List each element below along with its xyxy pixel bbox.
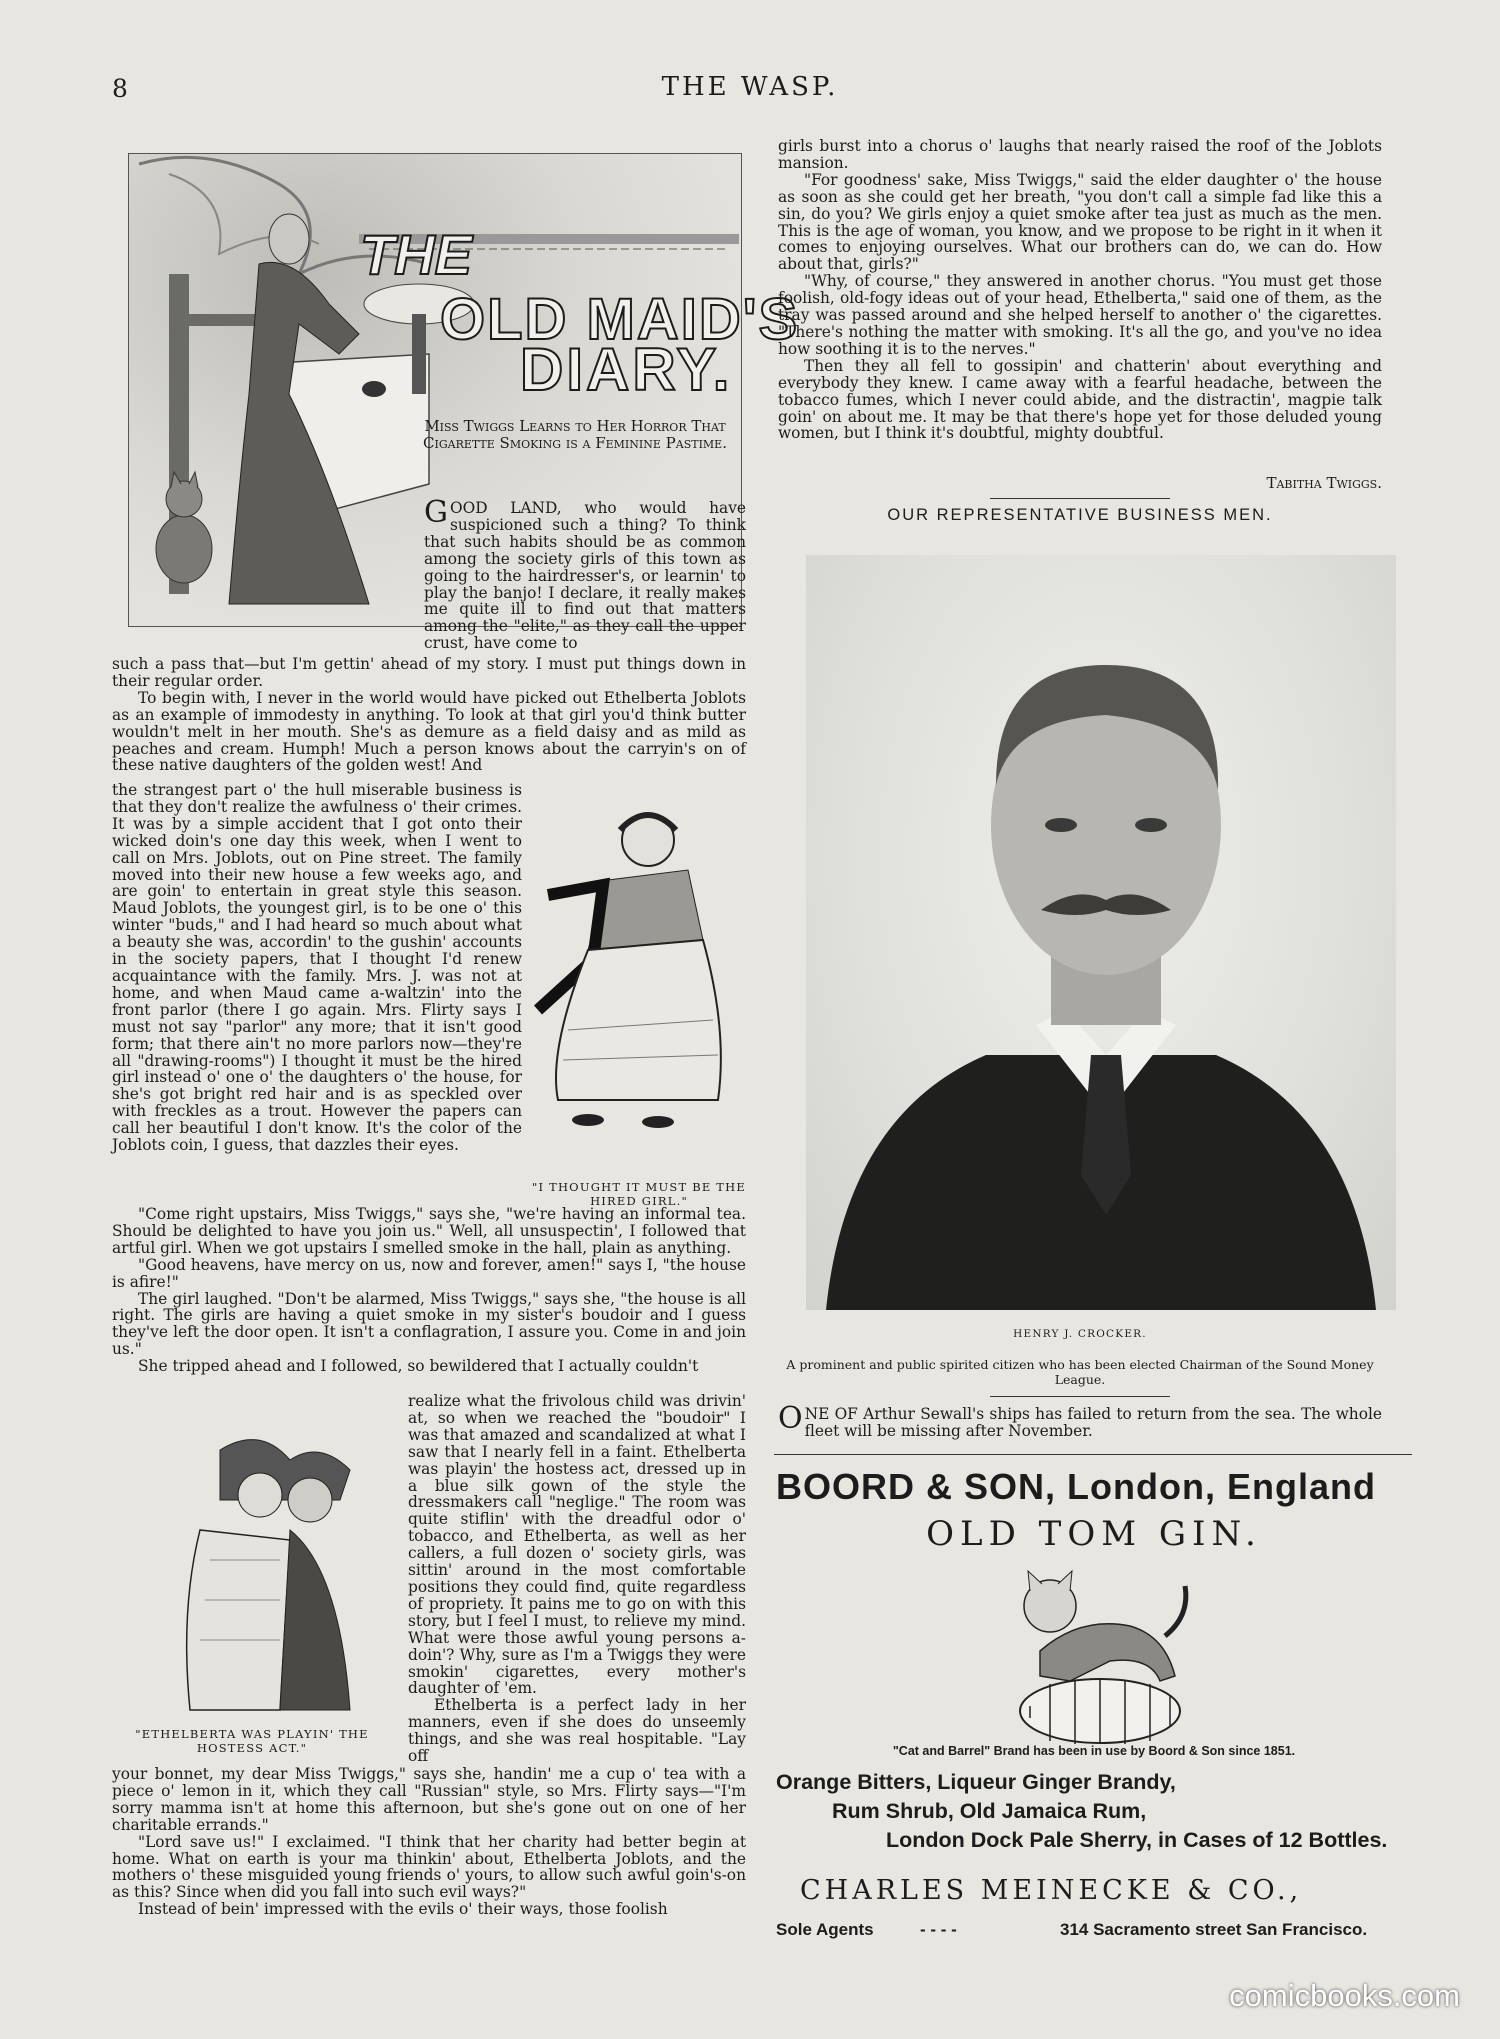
squib-text: NE OF Arthur Sewall's ships has failed to return from the sea. The whole fleet will be missing after November. bbox=[804, 1405, 1382, 1440]
ad-line-2: Rum Shrub, Old Jamaica Rum, bbox=[832, 1799, 1147, 1823]
article-right-column bbox=[778, 138, 1382, 442]
ad-firm-name: BOORD & SON, London, England bbox=[776, 1466, 1376, 1507]
paragraph-8: "Lord save us!" I exclaimed. "I think that her charity had better begin at home. What on earth is your ma thinkin' about, Ethelberta Joblots, and the mothers o' these misguided young friends o' yours, to allow such awful goin's-on as this? Since when did you fall into such evil ways?" bbox=[112, 1832, 746, 1902]
title-old-maids: OLD MAID'S bbox=[440, 287, 800, 352]
paragraph-5: The girl laughed. "Don't be alarmed, Miss Twiggs," says she, "the house is all right. The girls are having a quiet smoke in my sister's boudoir and I guess they've left the door open. It isn't a conflagration, I assure you. Come in and join us." bbox=[112, 1289, 746, 1359]
hostess-illustration bbox=[140, 1430, 400, 1720]
ad-product-name: OLD TOM GIN. bbox=[926, 1514, 1262, 1554]
article-paragraph-1 bbox=[424, 495, 746, 653]
article-paragraph-6 bbox=[408, 1393, 746, 1765]
drop-cap-o: O bbox=[778, 1401, 803, 1436]
article-subhead: Miss Twiggs Learns to Her Horror That Cigarette Smoking is a Feminine Pastime. bbox=[423, 417, 727, 452]
ad-top-rule bbox=[774, 1454, 1412, 1455]
paragraph-7-continued: your bonnet, my dear Miss Twiggs," says she, handin' me a cup o' tea with a piece o' lemon in it, which they call "Russian" style, so Mrs. Flirty says—"I'm sorry mamma isn't at home this afternoon, but she's gone out on one of her charitable errands." bbox=[112, 1765, 746, 1834]
paragraph-1-continued: such a pass that—but I'm gettin' ahead of my story. I must put things down in their regular order. bbox=[112, 655, 746, 690]
article-signature: Tabitha Twiggs. bbox=[1266, 474, 1382, 492]
right-paragraph-1: girls burst into a chorus o' laughs that nearly raised the roof of the Joblots mansion. bbox=[778, 137, 1382, 172]
paragraph-2: To begin with, I never in the world would have picked out Ethelberta Joblots as an example of immodesty in anything. To look at that girl you'd think butter wouldn't melt in her mouth. She's as demure as a field daisy and as mild as peaches and cream. Humph! Much a person knows about the carryin's on of these native daughters of the golden west! And bbox=[112, 688, 746, 775]
ad-brand-note: "Cat and Barrel" Brand has been in use by Boord & Son since 1851. bbox=[892, 1744, 1296, 1758]
page-number: 8 bbox=[112, 74, 128, 103]
paragraph-6-continued: realize what the frivolous child was drivin' at, so when we reached the "boudoir" I was that amazed and scandalized at what I saw that I nearly fell in a faint. Ethelberta was playin' the hostess act, dressed up in a blue silk gown of the style the dressmakers call "neglige." The room was quite stiflin' with the dreadful odor o' tobacco, and Ethelberta, as well as her callers, a full dozen o' society girls, was sittin' around in the most comfortable positions they could find, quite regardless of propriety. It pains me to go on with this story, but I feel I must, to relieve my mind. What were those awful young persons a-doin'? Why, sure as I'm a Twiggs they were smokin' cigarettes, every mother's daughter of 'em. bbox=[408, 1392, 746, 1698]
ad-sole-agents: Sole Agents bbox=[776, 1920, 874, 1939]
caption-hired-girl: "I THOUGHT IT MUST BE THE HIRED GIRL." bbox=[532, 1180, 746, 1208]
paragraph-7-start: Ethelberta is a perfect lady in her manners, even if she does do unseemly things, and she was real hospitable. "Lay off bbox=[408, 1696, 746, 1766]
watermark: comicbooks.com bbox=[1229, 1978, 1460, 2013]
article-paragraphs-3-5 bbox=[112, 1206, 746, 1375]
right-paragraph-3: "Why, of course," they answered in another chorus. "You must get those foolish, old-fogy ideas out of your head, Ethelberta," said one of them, as the tray was passed around and she helped herself to another o' the cigarettes. "There's nothing the matter with smoking. It's all the go, and you've no idea how soothing it is to the nerves." bbox=[778, 272, 1382, 358]
divider-rule-2 bbox=[990, 1396, 1170, 1397]
cat-and-barrel-logo bbox=[1000, 1556, 1200, 1746]
hired-girl-illustration bbox=[528, 800, 740, 1130]
paragraph-1-text: OOD LAND, who would have suspicioned such a thing? To think that such habits should be as common among the society girls of this town as going to the hairdresser's, or learnin' to play the banjo! I declare, it really makes me quite ill to find out that matters among the "elite," as they call the upper crust, have come to bbox=[424, 499, 746, 653]
section-title: OUR REPRESENTATIVE BUSINESS MEN. bbox=[887, 506, 1273, 524]
right-paragraph-2: "For goodness' sake, Miss Twiggs," said the elder daughter o' the house as soon as she could get her breath, "you don't call a simple fad like this a sin, do you? We girls enjoy a quiet smoke after tea just as much as the men. This is the age of woman, you know, and we propose to be right in it when it comes to enjoying ourselves. What our brothers can do, we can do. How about that, girls?" bbox=[778, 170, 1382, 274]
ad-dashes: - - - - bbox=[920, 1920, 957, 1939]
portrait-caption: A prominent and public spirited citizen who has been elected Chairman of the Sound Money League. bbox=[786, 1357, 1374, 1387]
paragraph-3: "Come right upstairs, Miss Twiggs," says she, "we're having an informal tea. Should be delighted to have you join us." Well, all unsuspectin', I followed that artful girl. When we got upstairs I smelled smoke in the hall, plain as anything. bbox=[112, 1205, 746, 1257]
running-head: THE WASP. bbox=[661, 72, 839, 102]
paragraph-6-start: She tripped ahead and I followed, so bewildered that I actually couldn't bbox=[138, 1357, 699, 1376]
caption-hostess: "ETHELBERTA WAS PLAYIN' THE HOSTESS ACT." bbox=[135, 1727, 369, 1755]
portrait-name: HENRY J. CROCKER. bbox=[1013, 1328, 1147, 1340]
paragraph-4: "Good heavens, have mercy on us, now and forever, amen!" says I, "the house is afire!" bbox=[112, 1255, 746, 1291]
title-the: THE bbox=[360, 223, 472, 286]
article-paragraph-2-cont bbox=[112, 782, 522, 1154]
portrait-photo bbox=[806, 555, 1396, 1310]
article-paragraphs-7-9 bbox=[112, 1766, 746, 1918]
paragraph-2-continued: the strangest part o' the hull miserable business is that they don't realize the awfulness o' their crimes. It was by a simple accident that I got onto their wicked doin's one day this week, when I went to call on Mrs. Joblots, out on Pine street. The family moved into their new house a few weeks ago, and are goin' to entertain in great style this season. Maud Joblots, the youngest girl, is to be one o' this winter "buds," and I had heard so much about what a beauty she was, accordin' to the gushin' accounts in the society papers, that I thought I'd renew acquaintance with the family. Mrs. J. was not at home, and when Maud came a-waltzin' into the front parlor (there I go again. Mrs. Flirty says I must not say "parlor" any more; that it isn't good form; that there ain't no more parlors now—they're all "drawing-rooms") I thought it must be the hired girl instead o' one o' the daughters o' the house, for she's got bright red hair and is as speckled over with freckles as a trout. However the papers can call her beautiful I don't know. It's the color of the Joblots coin, I guess, that dazzles their eyes. bbox=[112, 781, 522, 1155]
right-paragraph-4: Then they all fell to gossipin' and chatterin' about everything and everybody they knew. I came away with a fearful headache, between the tobacco fumes, which I never could abide, and the distractin', magpie talk goin' on about me. It may be that there's hope yet for those deluded young women, but I think it's doubtful, mighty doubtful. bbox=[778, 356, 1382, 443]
paragraph-9: Instead of bein' impressed with the evils o' their ways, those foolish bbox=[138, 1900, 668, 1919]
divider-rule bbox=[990, 498, 1170, 499]
ad-line-3: London Dock Pale Sherry, in Cases of 12 Bottles. bbox=[886, 1828, 1388, 1852]
drop-cap-g: G bbox=[424, 495, 448, 530]
squib bbox=[778, 1401, 1382, 1440]
article-paragraph-1-cont bbox=[112, 656, 746, 774]
ad-address: 314 Sacramento street San Francisco. bbox=[1060, 1920, 1368, 1939]
ad-agent-name: CHARLES MEINECKE & CO., bbox=[800, 1875, 1303, 1906]
ad-line-1: Orange Bitters, Liqueur Ginger Brandy, bbox=[776, 1770, 1176, 1794]
title-diary: DIARY. bbox=[520, 336, 733, 403]
